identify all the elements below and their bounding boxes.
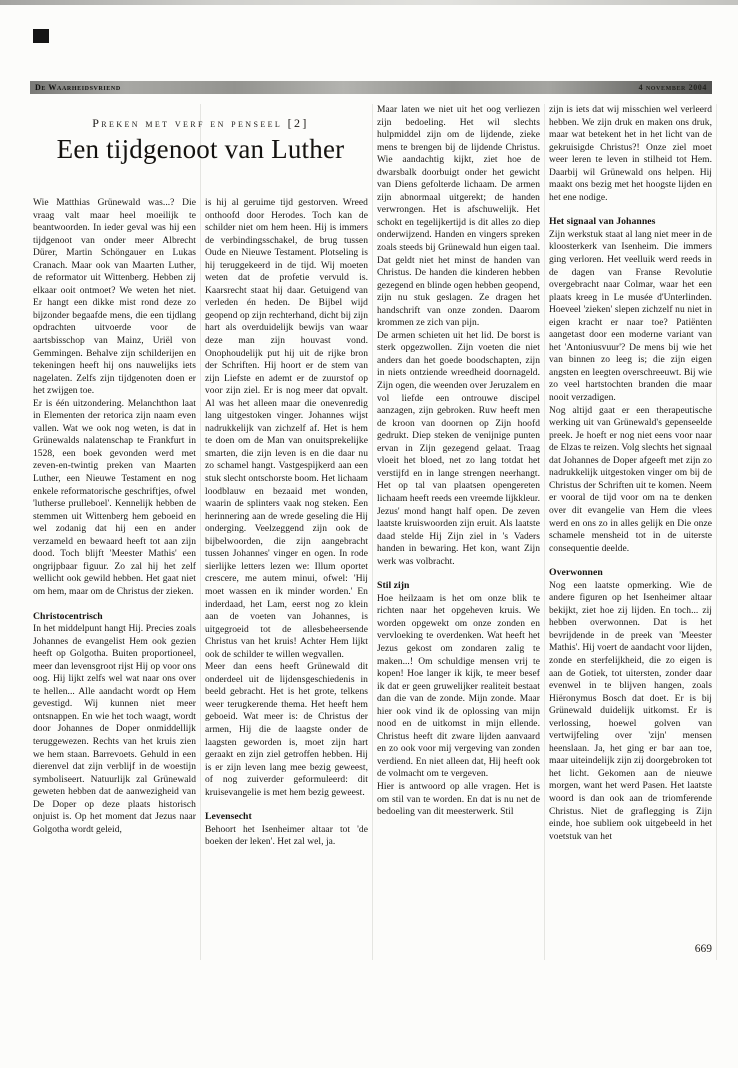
- body-paragraph: Er is één uitzondering. Melanchthon laat in Elementen der retorica zijn naam even vallen. Wat we ook nog weten, is dat in Grünewalds nalatenschap te Frankfurt in 1528, een boek gevonden werd met zeven-en-twintig preken van Maarten Luther, een Nieuwe Testament en nog enkele reformatorische geschriftjes, ofwel 'lutherse prulleboel'. Kennelijk hebben de stemmen uit Wittenberg hem geboeid en wel zodanig dat hij een en ander verzameld en bewaard heeft tot aan zijn dood. Toch blijft 'Meester Mathis' een ongrijpbaar figuur. Zo zal hij het zelf wellicht ook gewild hebben. Het gaat niet om hem, maar om de Christus der zieken.: [33, 398, 196, 597]
- publication-name: De Waarheidsvriend: [35, 83, 121, 92]
- scan-top-edge-artifact: [0, 0, 738, 5]
- body-paragraph: Nog altijd gaat er een therapeutische werking uit van Grünewald's gepenseelde preek. Je hoeft er nog niet eens voor naar de Elzas te reizen. Volg slechts het signaal dat Johannes de Doper afgeeft met zijn zo nadrukkelijk uitgestoken vinger om bij de Christus der Schriften uit te komen. Neem er vooral de tijd voor om na te denken over dit evangelie van Hem die vlees werd en ons zo in alles gelijk en Die onze schamele mensheid tot in de uiterste consequentie deelde.: [549, 405, 712, 554]
- article-title: Een tijdgenoot van Luther: [56, 134, 345, 164]
- issue-date: 4 november 2004: [638, 83, 707, 92]
- section-heading-levensecht: Levensecht: [205, 811, 252, 823]
- body-paragraph: zijn is iets dat wij misschien wel verleerd hebben. We zijn druk en maken ons druk, maar wat betekent het in het licht van de gekruisigde Christus?! Onze ziel moet weer leren te leven in stilheid tot Hem. Daarbij wil Grünewald ons helpen. Hij maakt ons bezig met het hoogste lijden en het ene nodige.: [549, 105, 712, 203]
- article-header: [33, 116, 368, 165]
- section-heading-het-signaal-van-johannes: Het signaal van Johannes: [549, 216, 656, 228]
- page-number: 669: [694, 943, 712, 955]
- body-paragraph: Wie Matthias Grünewald was...? Die vraag valt maar heel moeilijk te beantwoorden. In ieder geval was hij een tijdgenoot van onder meer Albrecht Dürer, Martin Schöngauer en Lukas Cranach. Maar ook van Maarten Luther, de reformator uit Wittenberg. Hebben zij elkaar ooit ontmoet? We weten het niet. Er hangt een dikke mist rond deze zo bijzonder begaafde mens, die een tijdlang opdrachten uitvoerde voor de aartsbisschop van Mainz, Uriël von Gemmingen. Behalve zijn schilderijen en tekeningen heeft hij ons nauwelijks iets nagelaten. Zelfs zijn tijdgenoten doen er het zwijgen toe.: [33, 198, 196, 397]
- section-heading-stil-zijn: Stil zijn: [377, 580, 410, 592]
- masthead-bar: [30, 81, 712, 94]
- body-paragraph: is hij al geruime tijd gestorven. Wreed onthoofd door Herodes. Toch kan de schilder niet om hem heen. Hij is immers de verbindingsschakel, de brug tussen Oude en Nieuwe Testament. Plotseling is hij teruggekeerd in de tijd. Wij moeten weten dat de profetie vervuld is. Kaarsrecht staat hij daar. Getuigend van verleden én heden. De Bijbel wijd geopend op zijn rechterhand, dicht bij zijn hart als overduidelijk bewijs van waar deze man zijn houvast vond. Onophoudelijk put hij uit de rijke bron der Schriften. Hij hoort er de stem van zijn Liefste en ademt er de zuurstof op voor zijn ziel. Er is nog meer dat opvalt. Al was het alleen maar die onevenredig lang uitgestoken vinger. Johannes wijst nadrukkelijk van zichzelf af. Het is hem te doen om de Man van onuitsprekelijke smarten, die zijn leven is en die daar nu zo schamel hangt. Vastgespijkerd aan een stuk slecht ontschorste boom. Het lichaam loodblauw en bezaaid met wonden, waarin de splinters vaak nog steken. Een herinnering aan de wrede geseling die Hij onderging. Veelzeggend zijn ook de bijbelwoorden, die zijn aangebracht tussen Johannes' vinger en ogen. In rode sierlijke letters lezen we: Illum oportet crescere, me autem minui, ofwel: 'Hij moet wassen en ik minder worden.' En inderdaad, het Lam, eerst nog zo klein aan de voeten van Johannes, is uitgegroeid tot de allesbeheersende Christus van het kruis! Achter Hem lijkt ook de schilder te willen wegvallen.: [205, 198, 368, 660]
- article-kicker: Preken met verf en penseel [2]: [92, 116, 309, 130]
- text-column-1: [33, 197, 196, 836]
- text-column-3: [377, 104, 540, 819]
- body-paragraph: Behoort het Isenheimer altaar tot 'de boeken der leken'. Het zal wel, ja.: [205, 824, 368, 848]
- section-heading-christocentrisch: Christocentrisch: [33, 610, 103, 622]
- column-gutter-streak: [372, 104, 373, 960]
- body-paragraph: De armen schieten uit het lid. De borst is sterk opgezwollen. Zijn voeten die niet anders dan het goede boodschapten, zijn in niets ontziende wreedheid doornageld. Zijn ogen, die weenden over Jeruzalem en vol liefde een ontrouwe discipel aanzagen, zijn gebroken. Ruw heeft men de kroon van doornen op Zijn hoofd gedrukt. Diep steken de venijnige punten ervan in Zijn gezegend gelaat. Traag vloeit het bloed, net zo lang totdat het verstijfd en in lange strengen neerhangt. Het op tal van plaatsen opengereten lichaam heeft reeds een vreemde lijkkleur. Jezus' mond hangt half open. De zeven laatste kruiswoorden zijn eruit. Als laatste daad stelde Hij Zijn ziel in 's Vaders handen in bewaring. Het kon, want Zijn werk was volbracht.: [377, 330, 540, 567]
- body-paragraph: Zijn werkstuk staat al lang niet meer in de kloosterkerk van Isenheim. Die immers ging verloren. Het veelluik werd reeds in de dagen van Franse Revolutie overgebracht naar Colmar, waar het een plaats kreeg in Le musée d'Unterlinden. Hoeveel 'zieken' slepen zichzelf nu niet in eigen kracht er naar toe? Patiënten aangetast door een moderne variant van het 'Antoniusvuur'? De mens bij wie het van binnen zo leeg is; die zijn eigen angsten en leegten overschreeuwt. Bij wie zo veel hartstochten branden die maar nooit verzadigen.: [549, 229, 712, 404]
- column-gutter-streak: [200, 104, 201, 960]
- body-paragraph: Hoe heilzaam is het om onze blik te richten naar het opgeheven kruis. We worden opgewekt om onze zonden en vervloeking te overdenken. Wat heeft het Jezus gekost om zondaren zalig te maken...! Om schuldige mensen vrij te kopen! Hoe langer ik kijk, te meer besef ik dat er geen gruwelijker realiteit bestaat dan die van de zonde. Mijn zonde. Maar hier ook vind ik de oplossing van mijn nood en de uitkomst in mijn ellende. Christus heeft dit zware lijden aanvaard en zo ook voor mij vergeving van zonden verdiend. En niet alleen dat, Hij heeft ook de volmacht om te vergeven.: [377, 593, 540, 780]
- page-edge-streak: [716, 104, 717, 960]
- body-paragraph: In het middelpunt hangt Hij. Precies zoals Johannes de evangelist Hem ook gezien heeft op Golgotha. Buiten proportioneel, meer dan levensgroot rijst Hij op voor ons oog. Hij lijkt zelfs wel wat naar ons over te hellen... Alle aandacht wordt op Hem gevestigd. Wij kunnen niet meer ontsnappen. En wie het toch waagt, wordt door Johannes de Doper onmiddellijk teruggewezen. Rechts van het kruis zien we hem staan. Barrevoets. Gehuld in een dierenvel dat zijn verblijf in de woestijn symboliseert. Natuurlijk zal Grünewald geweten hebben dat de aanwezigheid van De Doper op deze plaats historisch onjuist is. Op het moment dat Jezus naar Golgotha wordt geleid,: [33, 624, 196, 835]
- body-paragraph: Meer dan eens heeft Grünewald dit onderdeel uit de lijdensgeschiedenis in beeld gebracht. Het is het grote, telkens weer terugkerende thema. Het heeft hem geboeid. Wat meer is: de Christus der armen, Hij die de laagste onder de laagsten geworden is, moet zijn hart geraakt en zijn ziel getroffen hebben. Hij is er zijn leven lang mee bezig geweest, of nog zuiverder geformuleerd: dit kruisevangelie is met hem bezig geweest.: [205, 662, 368, 798]
- text-column-4: [549, 104, 712, 843]
- scan-corner-mark: [33, 29, 49, 43]
- section-heading-overwonnen: Overwonnen: [549, 567, 603, 579]
- body-paragraph: Maar laten we niet uit het oog verliezen zijn bedoeling. Het wil slechts hulpmiddel zijn om de lijdende, zieke mens te brengen bij de lijdende Christus. Wie aandachtig kijkt, ziet hoe de dwarsbalk doorbuigt onder het gewicht van Diens gefolterde lichaam. De armen zijn abnormaal uitgerekt; de handen verwrongen. Het is afschuwelijk. Het schokt en tegelijkertijd is dit alles zo diep onderwijzend. Handen en vingers spreken zoals steeds bij Grünewald hun eigen taal. Dat geldt niet het minst de handen van Christus. De handen die kinderen hebben gezegend en blinde ogen hebben geopend, zijn nu stuk geslagen. Ze dragen het handschrift van onze zonden. Daarom krommen ze zich van pijn.: [377, 105, 540, 329]
- text-column-2: [205, 197, 368, 849]
- body-paragraph: Nog een laatste opmerking. Wie de andere figuren op het Isenheimer altaar bekijkt, ziet hoe zij lijden. En toch... zij hebben overwonnen. Dat is het bevrijdende in de preek van 'Meester Mathis'. Hij voert de aandacht voor lijden, zonde en sterfelijkheid, die zo eigen is aan de Gotiek, tot uitersten, zonder daar evenwel in te blijven hangen, zoals Hiëronymus Bosch dat doet. Er is bij Grünewald duidelijk uitkomst. Er is verlossing, hoewel golven van vertwijfeling over 'zijn' mensen heenslaan. Ja, het ging er bar aan toe, maar uiteindelijk zijn zij doorgebroken tot het licht. Gekomen aan de nieuwe morgen, want het werd Pasen. Het laatste woord is dan ook aan de triomferende Christus. Niet de graflegging is Zijn einde, hoe subliem ook uitgebeeld in het voetstuk van het: [549, 580, 712, 842]
- body-paragraph: Hier is antwoord op alle vragen. Het is om stil van te worden. En dat is nu net de bedoeling van dit meesterwerk. Stil: [377, 781, 540, 818]
- column-gutter-streak: [544, 104, 545, 960]
